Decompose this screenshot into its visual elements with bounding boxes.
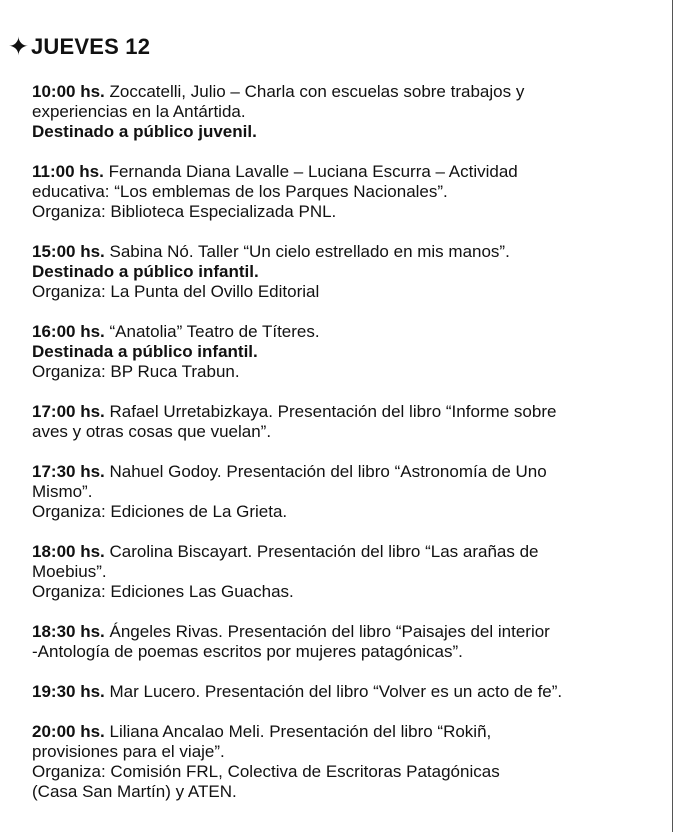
event-time: 19:30 hs. <box>32 682 105 701</box>
event-organizer: Organiza: Comisión FRL, Colectiva de Escritoras Patagónicas <box>32 762 500 781</box>
event-description: Mar Lucero. Presentación del libro “Volver es un acto de fe”. <box>109 682 563 701</box>
event-description-cont: educativa: “Los emblemas de los Parques Nacionales”. <box>32 182 448 201</box>
star-icon: ✦ <box>8 32 29 61</box>
page-edge-rule <box>672 0 673 832</box>
event-organizer-cont: (Casa San Martín) y ATEN. <box>32 782 237 801</box>
event-description: Ángeles Rivas. Presentación del libro “Paisajes del interior <box>109 622 550 641</box>
event-description: Zoccatelli, Julio – Charla con escuelas sobre trabajos y <box>109 82 525 101</box>
event-time: 17:30 hs. <box>32 462 105 481</box>
event-time: 15:00 hs. <box>32 242 105 261</box>
event-description: Carolina Biscayart. Presentación del libro “Las arañas de <box>109 542 539 561</box>
event-description-cont: Moebius”. <box>32 562 107 581</box>
event-description: Liliana Ancalao Meli. Presentación del libro “Rokiñ, <box>109 722 492 741</box>
event-item <box>32 322 632 382</box>
event-description-cont: aves y otras cosas que vuelan”. <box>32 422 272 441</box>
event-item <box>32 242 632 302</box>
event-organizer: Organiza: Ediciones de La Grieta. <box>32 502 288 521</box>
event-time: 18:00 hs. <box>32 542 105 561</box>
event-audience: Destinado a público infantil. <box>32 262 259 281</box>
event-item <box>32 462 632 522</box>
event-time: 18:30 hs. <box>32 622 105 641</box>
event-time: 17:00 hs. <box>32 402 105 421</box>
event-organizer: Organiza: BP Ruca Trabun. <box>32 362 240 381</box>
event-audience: Destinada a público infantil. <box>32 342 258 361</box>
event-time: 20:00 hs. <box>32 722 105 741</box>
event-time: 11:00 hs. <box>32 162 104 181</box>
event-description-cont: provisiones para el viaje”. <box>32 742 225 761</box>
event-description: “Anatolia” Teatro de Títeres. <box>109 322 320 341</box>
event-item <box>32 722 632 802</box>
event-item <box>32 162 632 222</box>
event-time: 10:00 hs. <box>32 82 105 101</box>
event-item <box>32 682 632 702</box>
event-organizer: Organiza: La Punta del Ovillo Editorial <box>32 282 320 301</box>
event-description: Fernanda Diana Lavalle – Luciana Escurra – Actividad <box>108 162 518 181</box>
event-description-cont: experiencias en la Antártida. <box>32 102 246 121</box>
event-time: 16:00 hs. <box>32 322 105 341</box>
event-description: Rafael Urretabizkaya. Presentación del libro “Informe sobre <box>109 402 557 421</box>
event-organizer: Organiza: Ediciones Las Guachas. <box>32 582 294 601</box>
event-description-cont: Mismo”. <box>32 482 93 501</box>
event-description: Sabina Nó. Taller “Un cielo estrellado en mis manos”. <box>109 242 510 261</box>
day-title: JUEVES 12 <box>30 34 151 59</box>
event-audience: Destinado a público juvenil. <box>32 122 257 141</box>
day-header <box>8 34 150 60</box>
event-item <box>32 622 632 662</box>
event-item <box>32 542 632 602</box>
event-description: Nahuel Godoy. Presentación del libro “Astronomía de Uno <box>109 462 547 481</box>
event-item <box>32 82 632 142</box>
event-organizer: Organiza: Biblioteca Especializada PNL. <box>32 202 337 221</box>
event-item <box>32 402 632 442</box>
event-list <box>32 82 632 822</box>
event-description-cont: -Antología de poemas escritos por mujeres patagónicas”. <box>32 642 463 661</box>
